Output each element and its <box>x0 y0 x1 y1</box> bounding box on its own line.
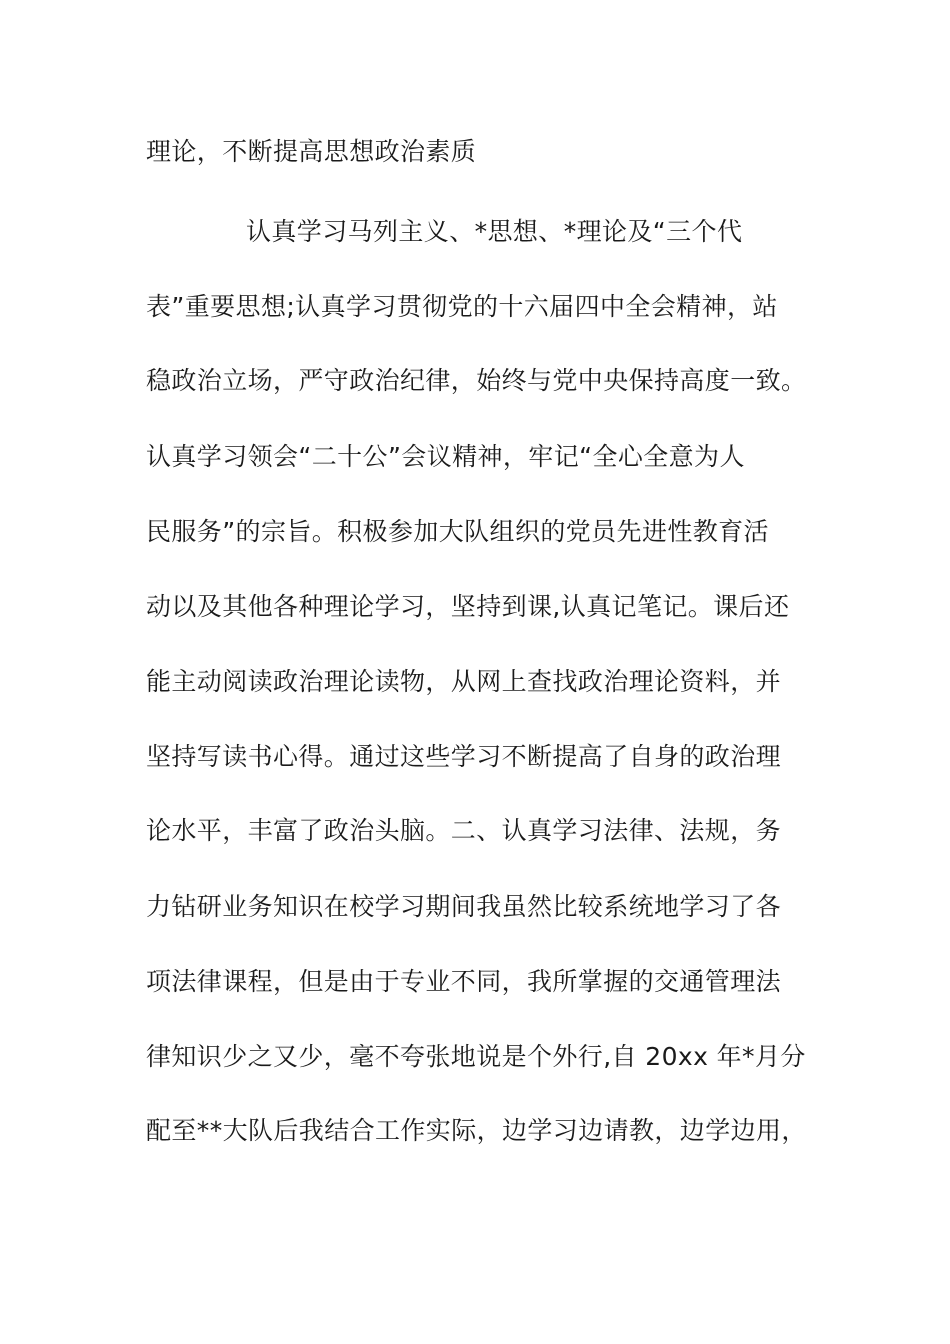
text-line: 民服务”的宗旨。积极参加大队组织的党员先进性教育活 <box>146 517 769 546</box>
text-line: 能主动阅读政治理论读物，从网上查找政治理论资料，并 <box>146 667 782 696</box>
text-line: 稳政治立场，严守政治纪律，始终与党中央保持高度一致。 <box>146 366 807 395</box>
text-line: 项法律课程，但是由于专业不同，我所掌握的交通管理法 <box>146 967 782 996</box>
text-line: 动以及其他各种理论学习，坚持到课,认真记笔记。课后还 <box>146 592 790 621</box>
paragraph-first-line: 认真学习马列主义、*思想、*理论及“三个代 <box>246 217 743 246</box>
text-line: 配至**大队后我结合工作实际，边学习边请教，边学边用， <box>146 1116 807 1145</box>
text-line: 论水平，丰富了政治头脑。二、认真学习法律、法规，务 <box>146 816 782 845</box>
text-line: 理论，不断提高思想政治素质 <box>146 137 477 166</box>
text-line: 认真学习领会“二十公”会议精神，牢记“全心全意为人 <box>146 442 745 471</box>
text-line: 坚持写读书心得。通过这些学习不断提高了自身的政治理 <box>146 742 782 771</box>
text-line: 律知识少之又少，毫不夸张地说是个外行,自 20xx 年*月分 <box>146 1042 806 1071</box>
text-line: 表”重要思想;认真学习贯彻党的十六届四中全会精神，站 <box>146 292 778 321</box>
text-line: 力钻研业务知识在校学习期间我虽然比较系统地学习了各 <box>146 892 782 921</box>
